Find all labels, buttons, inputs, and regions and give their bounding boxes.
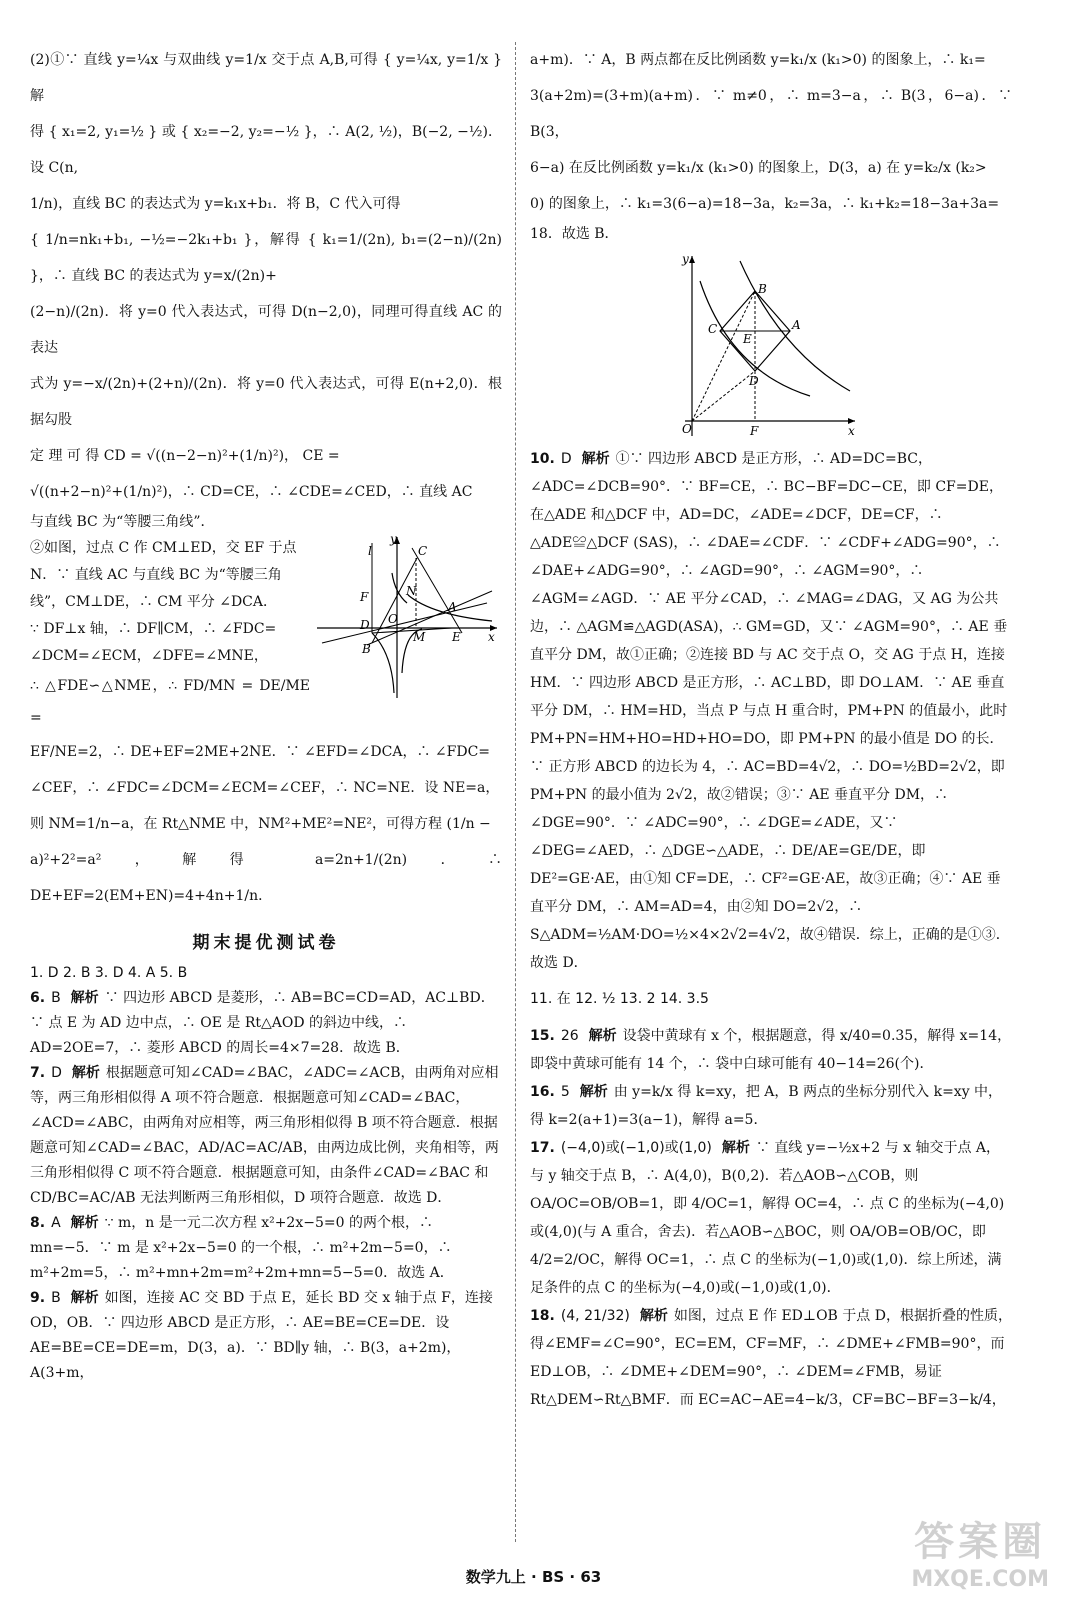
item-text: 如图，过点 E 作 ED⊥OB 于点 D，根据折叠的性质，得∠EMF=∠C=90°，EC=EM，CF=MF，∴ ∠DME+∠FMB=90°，而 ED⊥OB，∴ ∠DME+∠DEM=90°，∴ ∠DEM=∠FMB，易证 Rt△DEM∽Rt△BMF．而 EC=AC−AE=4−k/3，CF=BC−BF=3−k/4， bbox=[530, 1308, 1012, 1408]
left-line-4: { 1/n=nk₁+b₁, −½=−2k₁+b₁ }，解得 { k₁=1/(2n), b₁=(2−n)/(2n) }，∴ 直线 BC 的表达式为 y=x/(2n)+ bbox=[30, 232, 502, 284]
figure-square-hyperbola bbox=[670, 251, 860, 441]
left-line-18: 则 NM=1/n−a，在 Rt△NME 中，NM²+ME²=NE²，可得方程 (1/n − bbox=[30, 816, 491, 832]
watermark-bottom: MXQE.COM bbox=[911, 1567, 1049, 1592]
right-line-3: 6−a) 在反比例函数 y=k₁/x (k₁>0) 的图象上，D(3，a) 在 y=k₂/x (k₂> bbox=[530, 160, 987, 176]
fig2-label-C: C bbox=[708, 322, 718, 336]
watermark-logo bbox=[911, 1510, 1049, 1592]
left-item-8 bbox=[30, 1211, 502, 1286]
item-answer: 26 bbox=[560, 1028, 579, 1044]
fig1-label-l: l bbox=[368, 544, 372, 558]
fig1-label-C: C bbox=[418, 544, 428, 558]
item-answer: D bbox=[51, 1065, 62, 1081]
item-answer: B bbox=[51, 990, 61, 1006]
item-text: ①∵ 四边形 ABCD 是正方形，∴ AD=DC=BC，∠ADC=∠DCB=90°．∵ BF=CE，∴ BC−BF=DC−CE，即 CF=DE，在△ADE 和△DCF 中，AD=DC，∠ADE=∠DCF，DE=CF，∴ △ADE≌△DCF (SAS)，∴ ∠DAE=∠CDF．∵ ∠CDF+∠ADG=90°，∴ ∠DAE+∠ADG=90°，∴ ∠AGD=90°，∴ ∠AGM=90°，∴ ∠AGM=∠AGD．∵ AE 平分∠CAD，∴ ∠MAG=∠DAG，又 AG 为公共边，∴ △AGM≌△AGD(ASA)，∴ GM=GD，又∵ ∠AGM=90°，∴ AE 垂直平分 DM，故①正确；②连接 BD 与 AC 交于点 O，交 AG 于点 H，连接 HM．∵ 四边形 ABCD 是正方形，∴ AC⊥BD，即 DO⊥AM．∵ AE 垂直平分 DM，∴ HM=HD，当点 P 与点 H 重合时，PM+PN 的值最小，此时 PM+PN=HM+HO=HD+HO=DO，即 PM+PN 的最小值是 DO 的长．∵ 正方形 ABCD 的边长为 4，∴ AC=BD=4√2，∴ DO=½BD=2√2，即 PM+PN 的最小值为 2√2，故②错误；③∵ AE 垂直平分 DM，∴ ∠DGE=90°．∵ ∠ADC=90°，∴ ∠DGE=∠ADE，又∵ ∠DEG=∠AED，∴ △DGE∽△ADE，∴ DE/AE=GE/DE，即 DE²=GE·AE，由①知 CF=DE，∴ CF²=GE·AE，故③正确；④∵ AE 垂直平分 DM，∴ AM=AD=4，由②知 DO=2√2，∴ S△ADM=½AM·DO=½×4×2√2=4√2，故④错误．综上，正确的是①③．故选 D． bbox=[530, 451, 1010, 971]
fig2-label-F: F bbox=[750, 424, 759, 438]
item-number: 10. bbox=[530, 451, 555, 467]
left-line-17: ∠CEF，∴ ∠FDC=∠DCM=∠ECM=∠CEF，∴ NC=NE．设 NE=a， bbox=[30, 780, 500, 796]
item-number: 16. bbox=[530, 1084, 555, 1100]
watermark-top: 答案圈 bbox=[914, 1519, 1047, 1565]
fig1-label-N: N bbox=[406, 584, 417, 598]
item-text: 设袋中黄球有 x 个，根据题意，得 x/40=0.35，解得 x=14，即袋中黄球可能有 14 个，∴ 袋中白球可能有 40−14=26(个)． bbox=[530, 1028, 1012, 1072]
left-line-15: ∴ △FDE∽△NME，∴ FD/MN = DE/ME = bbox=[30, 678, 310, 726]
mc-answers-line: 1. D 2. B 3. D 4. A 5. B bbox=[30, 965, 188, 981]
item-text: ∵ 四边形 ABCD 是菱形，∴ AB=BC=CD=AD，AC⊥BD．∵ 点 E 为 AD 边中点，∴ OE 是 Rt△AOD 的斜边中线，∴ AD=2OE=7，∴ 菱形 ABCD 的周长=4×7=28．故选 B． bbox=[30, 990, 495, 1056]
right-line-2: 3(a+2m)=(3+m)(a+m)．∵ m≠0，∴ m=3−a，∴ B(3，6−a)．∵ B(3， bbox=[530, 88, 1012, 140]
item-tag: 解析 bbox=[70, 1215, 99, 1231]
fig1-label-M: M bbox=[413, 630, 426, 644]
item-number: 15. bbox=[530, 1028, 555, 1044]
right-line-4: 0) 的图象上，∴ k₁=3(6−a)=18−3a，k₂=3a，∴ k₁+k₂=18−3a+3a= bbox=[530, 196, 1000, 212]
left-line-9: 与直线 BC 为“等腰三角线”． bbox=[30, 514, 215, 530]
left-line-12: 线”，CM⊥DE，∴ CM 平分 ∠DCA． bbox=[30, 594, 277, 610]
part2-block bbox=[30, 535, 502, 734]
item-tag: 解析 bbox=[721, 1140, 750, 1156]
item-tag: 解析 bbox=[71, 1065, 100, 1081]
figure-equal-triangle-lines bbox=[312, 533, 502, 703]
left-line-19: a)²+2²=a²，解得 a=2n+1/(2n)．∴ DE+EF=2(EM+EN)=4+4n+1/n． bbox=[30, 852, 502, 904]
right-column bbox=[530, 42, 1012, 1414]
item-number: 6. bbox=[30, 990, 46, 1006]
right-item-18 bbox=[530, 1302, 1012, 1414]
fig2-label-x: x bbox=[848, 424, 855, 438]
item-answer: 5 bbox=[560, 1084, 570, 1100]
right-line-1: a+m)．∵ A，B 两点都在反比例函数 y=k₁/x (k₁>0) 的图象上，∴ k₁= bbox=[530, 52, 986, 68]
left-line-8: √((n+2−n)²+(1/n)²)，∴ CD=CE，∴ ∠CDE=∠CED，∴ 直线 AC bbox=[30, 484, 473, 500]
fig1-label-D: D bbox=[360, 618, 370, 632]
item-answer: B bbox=[51, 1290, 61, 1306]
right-item-16 bbox=[530, 1078, 1012, 1134]
left-line-7: 定 理 可 得 CD = √((n−2−n)²+(1/n)²)， CE = bbox=[30, 448, 340, 464]
item-number: 17. bbox=[530, 1140, 555, 1156]
fig2-label-A: A bbox=[792, 318, 801, 332]
item-number: 18. bbox=[530, 1308, 555, 1324]
item-text: ∵ m，n 是一元二次方程 x²+2x−5=0 的两个根，∴ mn=−5．∵ m 是 x²+2x−5=0 的一个根，∴ m²+2m−5=0，∴ m²+2m=5，∴ m²+mn+2m=m²+2m+mn=5−5=0．故选 A． bbox=[30, 1215, 454, 1281]
item-answer: A bbox=[51, 1215, 61, 1231]
item-tag: 解析 bbox=[581, 451, 610, 467]
left-line-16: EF/NE=2，∴ DE+EF=2ME+2NE．∵ ∠EFD=∠DCA，∴ ∠FDC= bbox=[30, 744, 491, 760]
fig2-label-O: O bbox=[682, 422, 692, 436]
left-line-5: (2−n)/(2n)．将 y=0 代入表达式，可得 D(n−2,0)，同理可得直线 AC 的表达 bbox=[30, 304, 502, 356]
item-number: 9. bbox=[30, 1290, 46, 1306]
item-tag: 解析 bbox=[579, 1084, 608, 1100]
right-item-17 bbox=[530, 1134, 1012, 1302]
item-text: ∵ 直线 y=−½x+2 与 x 轴交于点 A，与 y 轴交于点 B，∴ A(4,0)，B(0,2)．若△AOB∽△COB，则 OA/OC=OB/OB=1，即 4/OC=1，解得 OC=4，∴ 点 C 的坐标为(−4,0)或(4,0)(与 A 重合，舍去)．若△AOB∽△BOC，则 OA/OB=OB/OC，即 4/2=2/OC，解得 OC=1，∴ 点 C 的坐标为(−1,0)或(1,0)．综上所述，满足条件的点 C 的坐标为(−4,0)或(−1,0)或(1,0)． bbox=[530, 1140, 1005, 1296]
left-item-9 bbox=[30, 1286, 502, 1386]
fig1-label-B: B bbox=[362, 642, 371, 656]
left-item-6 bbox=[30, 986, 502, 1061]
item-answer: (4, 21/32) bbox=[560, 1308, 630, 1324]
item-text: 如图，连接 AC 交 BD 于点 E，延长 BD 交 x 轴于点 F，连接 OD，OB．∵ 四边形 ABCD 是正方形，∴ AE=BE=CE=DE．设 AE=BE=CE=DE=m，D(3，a)．∵ BD∥y 轴，∴ B(3，a+2m)，A(3+m， bbox=[30, 1290, 493, 1381]
fig2-label-E: E bbox=[743, 332, 752, 346]
right-item-10 bbox=[530, 445, 1012, 977]
left-line-6: 式为 y=−x/(2n)+(2+n)/(2n)．将 y=0 代入表达式，可得 E(n+2,0)．根据勾股 bbox=[30, 376, 502, 428]
column-divider bbox=[515, 42, 516, 1542]
fig2-label-y: y bbox=[682, 252, 689, 266]
fig1-label-A: A bbox=[448, 600, 457, 614]
left-line-13: ∵ DF⊥x 轴，∴ DF∥CM，∴ ∠FDC= bbox=[30, 621, 277, 637]
left-line-3: 1/n)，直线 BC 的表达式为 y=k₁x+b₁．将 B，C 代入可得 bbox=[30, 196, 401, 212]
fig1-label-y: y bbox=[390, 533, 397, 546]
item-tag: 解析 bbox=[639, 1308, 668, 1324]
left-line-14: ∠DCM=∠ECM，∠DFE=∠MNE， bbox=[30, 648, 268, 664]
item-number: 7. bbox=[30, 1065, 46, 1081]
fill-answers-line: 11. 在 12. ½ 13. 2 14. 3.5 bbox=[530, 991, 709, 1007]
right-item-15 bbox=[530, 1022, 1012, 1078]
item-answer: D bbox=[560, 451, 572, 467]
item-tag: 解析 bbox=[70, 1290, 99, 1306]
item-number: 8. bbox=[30, 1215, 46, 1231]
item-answer: (−4,0)或(−1,0)或(1,0) bbox=[560, 1140, 712, 1156]
item-text: 根据题意可知∠CAD=∠BAC，∠ADC=∠ACB，由两角对应相等，两三角形相似得 A 项不符合题意．根据题意可知∠CAD=∠BAC，∠ACD=∠ABC，由两角对应相等，两三角形相似得 B 项不符合题意．根据题意可知∠CAD=∠BAC，AD/AC=AC/AB，由两边成比例，夹角相等，两三角形相似得 C 项不符合题意．根据题意可知，由条件∠CAD=∠BAC 和 CD/BC=AC/AB 无法判断两三角形相似，D 项符合题意．故选 D． bbox=[30, 1065, 499, 1206]
left-line-11: N．∵ 直线 AC 与直线 BC 为“等腰三角 bbox=[30, 567, 282, 583]
item-tag: 解析 bbox=[588, 1028, 617, 1044]
fig1-label-x: x bbox=[488, 630, 495, 644]
fig1-label-O: O bbox=[388, 612, 398, 626]
fig2-label-B: B bbox=[758, 282, 767, 296]
left-line-10: ②如图，过点 C 作 CM⊥ED，交 EF 于点 bbox=[30, 540, 297, 556]
item-text: 由 y=k/x 得 k=xy，把 A，B 两点的坐标分别代入 k=xy 中，得 k=2(a+1)=3(a−1)，解得 a=5． bbox=[530, 1084, 1003, 1128]
section-title: 期末提优测试卷 bbox=[192, 933, 340, 953]
left-column bbox=[30, 42, 502, 1386]
item-tag: 解析 bbox=[70, 990, 99, 1006]
right-line-5: 18．故选 B． bbox=[530, 226, 619, 242]
left-line-2: 得 { x₁=2, y₁=½ } 或 { x₂=−2, y₂=−½ }，∴ A(2, ½)，B(−2, −½)．设 C(n, bbox=[30, 124, 502, 176]
page-footer: 数学九上 · BS · 63 bbox=[465, 1568, 602, 1586]
left-item-7 bbox=[30, 1061, 502, 1211]
fig2-label-D: D bbox=[749, 374, 759, 388]
fig1-label-E: E bbox=[452, 630, 461, 644]
left-line-1: (2)①∵ 直线 y=¼x 与双曲线 y=1/x 交于点 A,B,可得 { y=¼x, y=1/x } 解 bbox=[30, 52, 502, 104]
fig1-label-F: F bbox=[360, 590, 369, 604]
